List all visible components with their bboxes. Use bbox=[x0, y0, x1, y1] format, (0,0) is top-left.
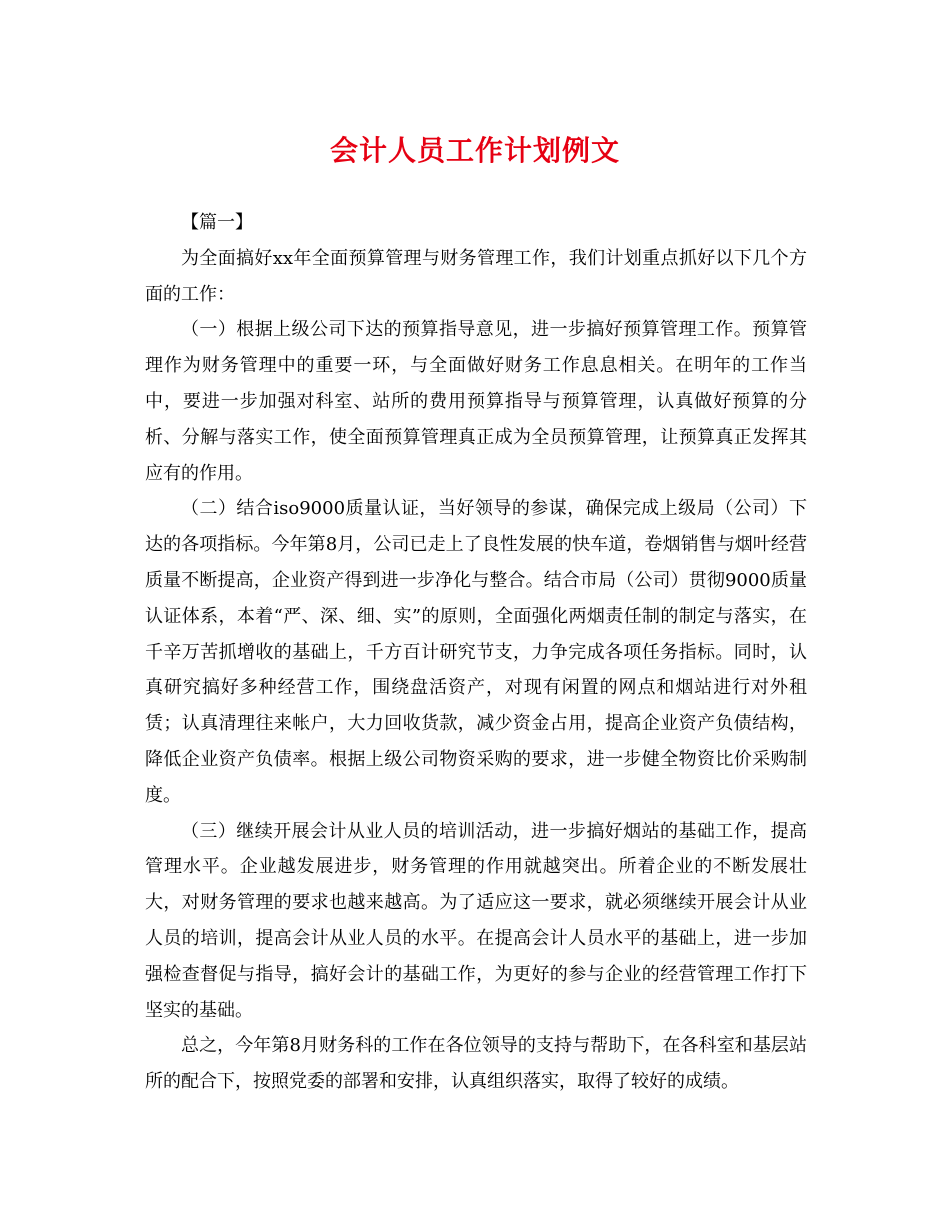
paragraph-item-1: （一）根据上级公司下达的预算指导意见，进一步搞好预算管理工作。预算管理作为财务管理中的重要一环，与全面做好财务工作息息相关。在明年的工作当中，要进一步加强对科室、站所的费用预算指导与预算管理，认真做好预算的分析、分解与落实工作，使全面预算管理真正成为全员预算管理，让预算真正发挥其应有的作用。 bbox=[145, 319, 807, 484]
paragraph-item-2: （二）结合iso9000质量认证，当好领导的参谋，确保完成上级局（公司）下达的各项指标。今年第8月，公司已走上了良性发展的快车道，卷烟销售与烟叶经营质量不断提高，企业资产得到进一步净化与整合。结合市局（公司）贯彻9000质量认证体系，本着“严、深、细、实”的原则，全面强化两烟责任制的制定与落实，在千辛万苦抓增收的基础上，千方百计研究节支，力争完成各项任务指标。同时，认真研究搞好多种经营工作，围绕盘活资产，对现有闲置的网点和烟站进行对外租赁；认真清理往来帐户，大力回收货款，减少资金占用，提高企业资产负债结构，降低企业资产负债率。根据上级公司物资采购的要求，进一步健全物资比价采购制度。 bbox=[145, 498, 807, 806]
summary-paragraph: 总之，今年第8月财务科的工作在各位领导的支持与帮助下，在各科室和基层站所的配合下，按照党委的部署和安排，认真组织落实，取得了较好的成绩。 bbox=[145, 1035, 807, 1093]
intro-paragraph: 为全面搞好xx年全面预算管理与财务管理工作，我们计划重点抓好以下几个方面的工作： bbox=[145, 247, 807, 305]
paragraph-item-3: （三）继续开展会计从业人员的培训活动，进一步搞好烟站的基础工作，提高管理水平。企业越发展进步，财务管理的作用就越突出。所着企业的不断发展壮大，对财务管理的要求也越来越高。为了适应这一要求，就必须继续开展会计从业人员的培训，提高会计从业人员的水平。在提高会计人员水平的基础上，进一步加强检查督促与指导，搞好会计的基础工作，为更好的参与企业的经营管理工作打下坚实的基础。 bbox=[145, 820, 807, 1021]
document-body bbox=[145, 205, 807, 1100]
document-title: 会计人员工作计划例文 bbox=[329, 134, 620, 167]
section-label: 【篇一】 bbox=[181, 212, 253, 233]
